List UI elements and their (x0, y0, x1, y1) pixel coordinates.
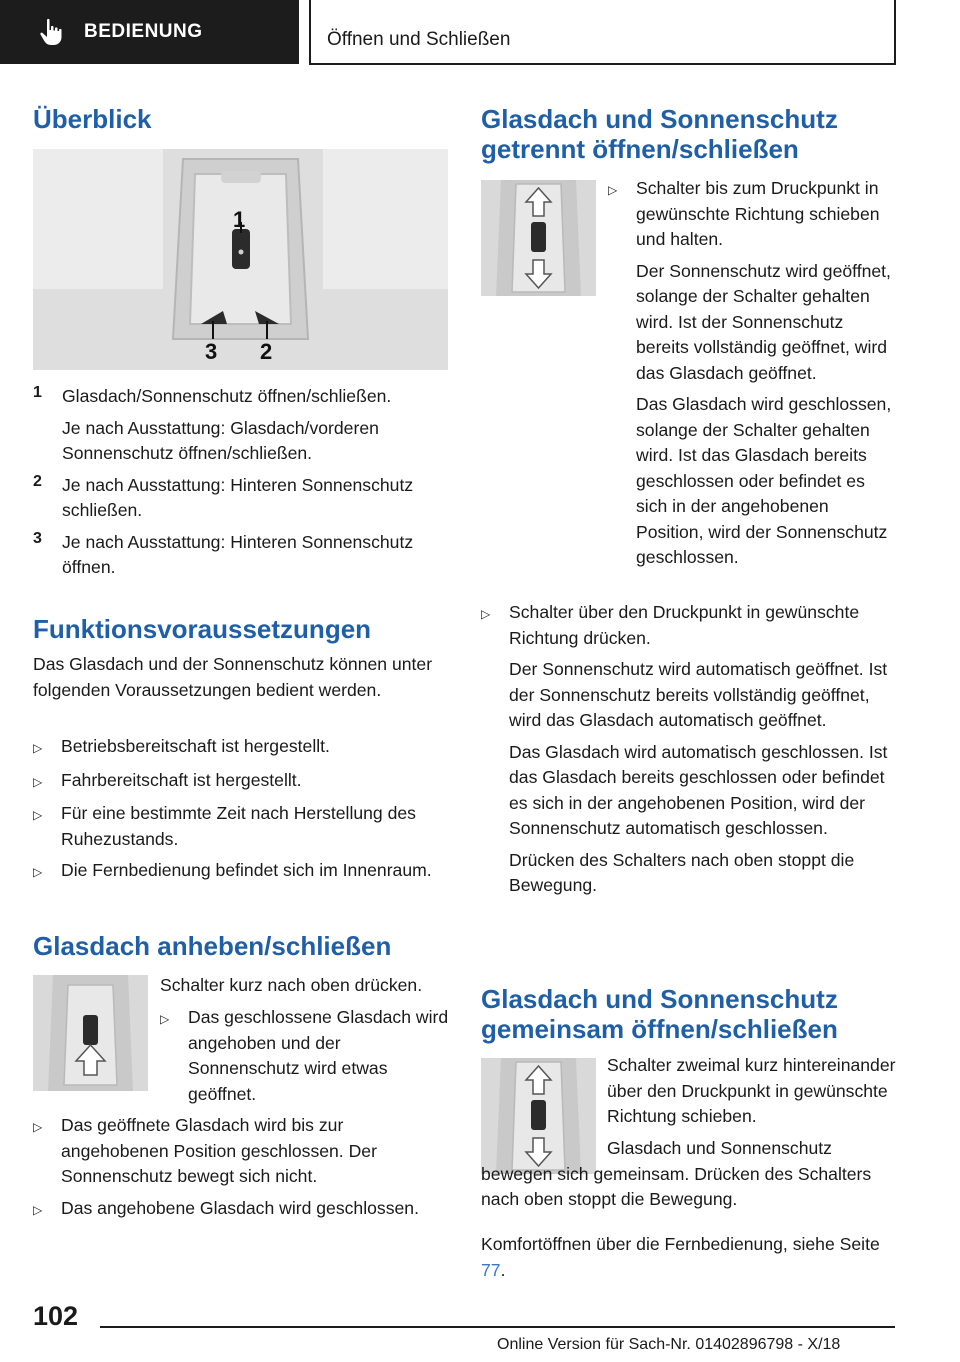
together-heading-line-1: Glasdach und Sonnenschutz (481, 984, 838, 1014)
callout-3: 3 (205, 339, 218, 364)
callout-2: 2 (260, 339, 273, 364)
list-item (33, 530, 448, 581)
bullet-triangle-icon: ▷ (481, 607, 491, 621)
page-number: 102 (33, 1301, 79, 1331)
switch-raise-illustration (33, 975, 148, 1091)
together-heading-line-2: gemeinsam öffnen/schließen (481, 1014, 838, 1044)
item-text: Der Sonnenschutz wird automatisch geöffnet. Ist der Sonnenschutz bereits vollständig geöffnet, wird das Glasdach automatisch geöffnet. (509, 659, 888, 730)
separate-heading-line-2: getrennt öffnen/schließen (481, 134, 799, 164)
item-text: Je nach Ausstattung: Hinteren Sonnenschutz schließen. (62, 474, 414, 520)
together-p2: Glasdach und Sonnenschutz bewegen sich gemeinsam. Drücken des Schalters nach oben stoppt die Bewegung. (481, 1138, 872, 1209)
separate-list-2 (481, 600, 901, 905)
switch-slide-illustration (481, 180, 596, 296)
list-item (33, 473, 448, 524)
item-number: 1 (33, 384, 42, 401)
item-text: Je nach Ausstattung: Hinteren Sonnenschutz öffnen. (62, 531, 414, 577)
raise-list-1 (160, 1005, 450, 1113)
separate-switch-image (481, 180, 596, 296)
comfort-reference (481, 1232, 901, 1283)
item-number: 3 (33, 529, 42, 547)
list-item: ▷ Das angehobene Glasdach wird geschlossen. (33, 1196, 448, 1224)
raise-heading: Glasdach anheben/schließen (33, 931, 392, 961)
bullet-triangle-icon: ▷ (33, 1120, 43, 1134)
footer-note: Online Version für Sach-Nr. 01402896798 - X/18 (497, 1336, 841, 1353)
separate-heading-line-1: Glasdach und Sonnenschutz (481, 104, 838, 134)
overview-heading: Überblick (33, 104, 152, 134)
page-title: Öffnen und Schließen (327, 29, 511, 50)
list-item (33, 384, 448, 467)
item-text: Schalter über den Druckpunkt in gewünschte Richtung drücken. (509, 602, 860, 648)
list-item (481, 600, 901, 899)
bullet-triangle-icon: ▷ (608, 183, 618, 197)
requirements-intro: Das Glasdach und der Sonnenschutz können unter folgenden Voraussetzungen bedient werden. (33, 654, 433, 700)
overview-list (33, 384, 448, 587)
list-item: ▷ Betriebsbereitschaft ist hergestellt. (33, 734, 448, 762)
page-link[interactable]: 77 (481, 1259, 501, 1280)
item-text: Der Sonnenschutz wird geöffnet, solange der Schalter gehalten wird. Ist der Sonnenschutz bereits vollständig geöffnet, wird das Glasdach geöffnet. (636, 260, 891, 383)
roof-console-illustration (33, 149, 448, 370)
callout-1: 1 (233, 207, 246, 232)
raise-list-2 (33, 1113, 448, 1229)
list-item: ▷ Fahrbereitschaft ist hergestellt. (33, 768, 448, 796)
item-text: Schalter bis zum Druckpunkt in gewünschte Richtung schieben und halten. (636, 178, 880, 249)
requirements-heading: Funktionsvoraussetzungen (33, 614, 372, 644)
list-item: ▷ Das geöffnete Glasdach wird bis zur angehobenen Position geschlossen. Der Sonnenschutz bewegt sich nicht. (33, 1113, 448, 1190)
header-underline (309, 63, 896, 65)
comfort-suffix: . (500, 1259, 506, 1280)
requirements-list (33, 734, 448, 892)
hand-icon (38, 18, 64, 46)
raise-switch-image (33, 975, 148, 1091)
list-item: ▷ Die Fernbedienung befindet sich im Innenraum. (33, 858, 448, 886)
section-tab (0, 0, 299, 64)
item-text: Glasdach/Sonnenschutz öffnen/schließen. (62, 386, 392, 406)
header-divider-right (894, 0, 896, 64)
list-item: ▷ Das geschlossene Glasdach wird angehoben und der Sonnenschutz wird etwas geöffnet. (160, 1005, 450, 1107)
list-item: ▷ Für eine bestimmte Zeit nach Herstellung des Ruhezustands. (33, 801, 448, 852)
bullet-triangle-icon: ▷ (33, 774, 43, 789)
separate-heading (481, 104, 901, 164)
separate-list-1 (608, 176, 900, 577)
item-text: Je nach Ausstattung: Glasdach/vorderen Sonnenschutz öffnen/schließen. (62, 417, 379, 463)
item-text: Drücken des Schalters nach oben stoppt die Bewegung. (509, 849, 855, 895)
overview-image (33, 149, 448, 370)
header-divider (309, 0, 311, 64)
comfort-text: Komfortöffnen über die Fernbedienung, siehe Seite (481, 1234, 880, 1254)
section-label: BEDIENUNG (84, 21, 203, 42)
item-number: 2 (33, 472, 42, 490)
together-p1: Schalter zweimal kurz hintereinander über den Druckpunkt in gewünschte Richtung schieben. (607, 1055, 896, 1126)
bullet-triangle-icon: ▷ (33, 741, 43, 755)
bullet-triangle-icon: ▷ (33, 1202, 43, 1217)
raise-intro: Schalter kurz nach oben drücken. (160, 975, 423, 995)
together-heading (481, 984, 901, 1044)
item-text: Das Glasdach wird geschlossen, solange der Schalter gehalten wird. Ist das Glasdach bereits geschlossen oder befindet es sich in der angehobenen Position, wird der Sonnenschutz geschlossen. (636, 394, 892, 567)
bullet-triangle-icon: ▷ (33, 865, 43, 879)
bullet-triangle-icon: ▷ (160, 1012, 170, 1026)
bullet-triangle-icon: ▷ (33, 808, 43, 822)
footer-divider (100, 1326, 895, 1328)
list-item (608, 176, 900, 571)
item-text: Das Glasdach wird automatisch geschlossen. Ist das Glasdach bereits geschlossen oder befindet es sich in der angehobenen Position, wird der Sonnenschutz automatisch geschlossen. (509, 741, 888, 838)
